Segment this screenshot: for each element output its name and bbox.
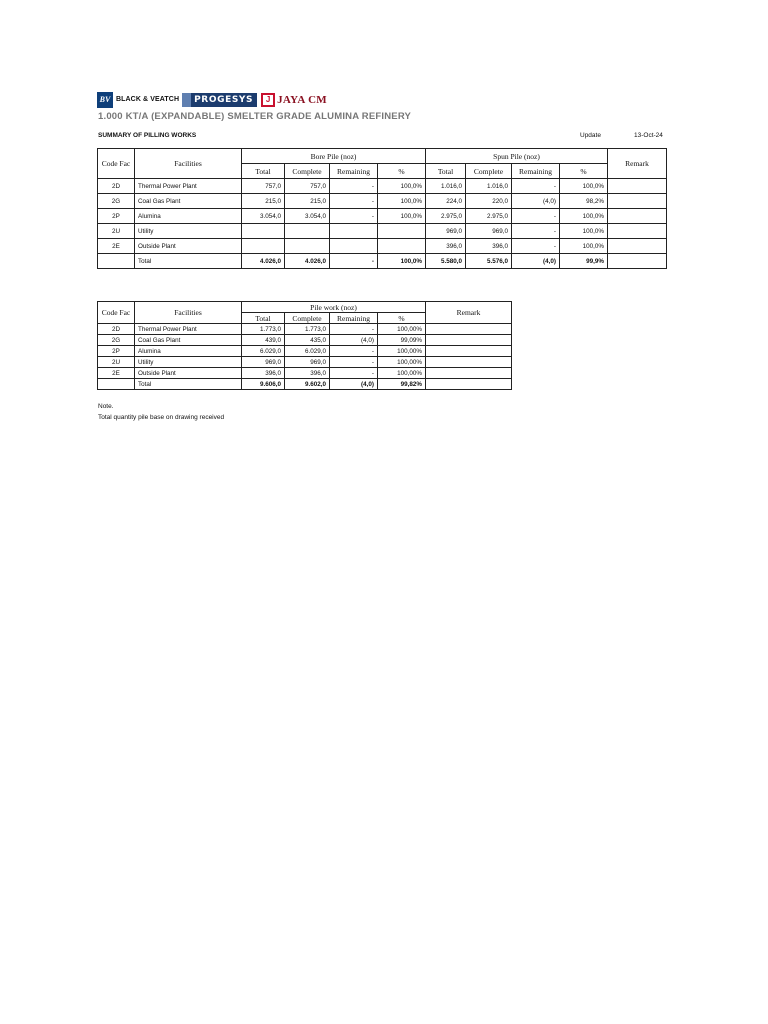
- summary-title: SUMMARY OF PILLING WORKS: [98, 132, 197, 139]
- cell-bore-complete: 3.054,0: [285, 209, 330, 224]
- cell-complete: 396,0: [285, 368, 330, 379]
- cell-remaining: -: [330, 368, 378, 379]
- cell-percent: 99,82%: [378, 379, 426, 390]
- cell-remaining: -: [330, 357, 378, 368]
- cell-spun-total: 224,0: [426, 194, 466, 209]
- cell-complete: 6.029,0: [285, 346, 330, 357]
- jaya-logo-icon: J: [261, 93, 275, 107]
- header-facilities: Facilities: [135, 302, 242, 324]
- table-row: [98, 194, 667, 209]
- cell-bore-complete: [285, 224, 330, 239]
- cell-bore-complete: 4.026,0: [285, 254, 330, 269]
- cell-spun-remaining: -: [512, 209, 560, 224]
- black-veatch-name: BLACK & VEATCH: [116, 96, 180, 103]
- cell-bore-total: [242, 239, 285, 254]
- cell-facility: Utility: [135, 224, 242, 239]
- cell-bore-complete: 215,0: [285, 194, 330, 209]
- total-row: [98, 254, 667, 269]
- cell-bore-complete: [285, 239, 330, 254]
- cell-facility: Coal Gas Plant: [135, 194, 242, 209]
- cell-bore-percent: 100,0%: [378, 194, 426, 209]
- cell-remark: [426, 368, 512, 379]
- cell-bore-percent: [378, 224, 426, 239]
- header-bore-complete: Complete: [285, 164, 330, 179]
- cell-bore-total: [242, 224, 285, 239]
- header-facilities: Facilities: [135, 149, 242, 179]
- header-logos: [97, 91, 327, 108]
- header-spun-complete: Complete: [466, 164, 512, 179]
- cell-facility: Utility: [135, 357, 242, 368]
- cell-spun-complete: 220,0: [466, 194, 512, 209]
- cell-complete: 1.773,0: [285, 324, 330, 335]
- note-text: Total quantity pile base on drawing received: [98, 414, 225, 421]
- cell-remark: [426, 379, 512, 390]
- table-row: [98, 357, 512, 368]
- note-label: Note.: [98, 403, 114, 410]
- progesys-logo: [182, 93, 257, 107]
- cell-spun-remaining: (4,0): [512, 194, 560, 209]
- table-row: [98, 346, 512, 357]
- header-bore-percent: %: [378, 164, 426, 179]
- cell-total: 396,0: [242, 368, 285, 379]
- header-remark: Remark: [426, 302, 512, 324]
- cell-facility: Thermal Power Plant: [135, 179, 242, 194]
- cell-facility: Outside Plant: [135, 239, 242, 254]
- cell-code: 2G: [98, 335, 135, 346]
- header-remark: Remark: [608, 149, 667, 179]
- header-spun-pile: Spun Pile (noz): [426, 149, 608, 164]
- cell-bore-total: 4.026,0: [242, 254, 285, 269]
- header-spun-percent: %: [560, 164, 608, 179]
- cell-remark: [426, 335, 512, 346]
- cell-spun-percent: 100,0%: [560, 239, 608, 254]
- cell-complete: 9.602,0: [285, 379, 330, 390]
- cell-bore-remaining: -: [330, 194, 378, 209]
- cell-bore-total: 215,0: [242, 194, 285, 209]
- update-date: 13-Oct-24: [634, 132, 663, 139]
- progesys-mark-icon: [182, 93, 191, 107]
- cell-bore-remaining: [330, 239, 378, 254]
- cell-remaining: (4,0): [330, 335, 378, 346]
- cell-spun-complete: 1.016,0: [466, 179, 512, 194]
- cell-bore-remaining: -: [330, 179, 378, 194]
- header-complete: Complete: [285, 313, 330, 324]
- bore-spun-pile-table: [97, 148, 667, 269]
- progesys-name: PROGESYS: [194, 94, 254, 105]
- cell-remark: [608, 224, 667, 239]
- cell-code: 2E: [98, 239, 135, 254]
- project-title: 1.000 KT/A (EXPANDABLE) SMELTER GRADE ALUMINA REFINERY: [98, 111, 412, 122]
- cell-facility: Outside Plant: [135, 368, 242, 379]
- cell-code: 2P: [98, 209, 135, 224]
- cell-spun-percent: 100,0%: [560, 224, 608, 239]
- cell-bore-percent: 100,0%: [378, 209, 426, 224]
- table-row: [98, 224, 667, 239]
- total-row: [98, 379, 512, 390]
- table-row: [98, 368, 512, 379]
- pile-work-table: [97, 301, 512, 390]
- cell-percent: 100,00%: [378, 357, 426, 368]
- cell-spun-percent: 100,0%: [560, 209, 608, 224]
- cell-spun-complete: 5.576,0: [466, 254, 512, 269]
- cell-complete: 435,0: [285, 335, 330, 346]
- table-row: [98, 239, 667, 254]
- header-bore-total: Total: [242, 164, 285, 179]
- cell-bore-percent: 100,0%: [378, 179, 426, 194]
- cell-spun-remaining: -: [512, 224, 560, 239]
- cell-bore-percent: [378, 239, 426, 254]
- cell-code: 2E: [98, 368, 135, 379]
- header-bore-pile: Bore Pile (noz): [242, 149, 426, 164]
- cell-total: 9.606,0: [242, 379, 285, 390]
- cell-spun-complete: 969,0: [466, 224, 512, 239]
- cell-total: 439,0: [242, 335, 285, 346]
- cell-facility: Alumina: [135, 209, 242, 224]
- cell-spun-complete: 2.975,0: [466, 209, 512, 224]
- header-code-fac: Code Fac: [98, 302, 135, 324]
- cell-total: 1.773,0: [242, 324, 285, 335]
- cell-bore-total: 757,0: [242, 179, 285, 194]
- cell-spun-total: 5.580,0: [426, 254, 466, 269]
- cell-total: 6.029,0: [242, 346, 285, 357]
- cell-total-label: Total: [135, 379, 242, 390]
- cell-code: 2D: [98, 324, 135, 335]
- cell-remark: [426, 324, 512, 335]
- header-percent: %: [378, 313, 426, 324]
- cell-spun-complete: 396,0: [466, 239, 512, 254]
- table-row: [98, 209, 667, 224]
- cell-remaining: -: [330, 346, 378, 357]
- cell-total: 969,0: [242, 357, 285, 368]
- jaya-name: JAYA CM: [277, 93, 327, 106]
- cell-percent: 99,09%: [378, 335, 426, 346]
- cell-code: 2U: [98, 224, 135, 239]
- cell-spun-total: 396,0: [426, 239, 466, 254]
- cell-code: [98, 254, 135, 269]
- cell-bore-remaining: -: [330, 254, 378, 269]
- cell-facility: Coal Gas Plant: [135, 335, 242, 346]
- cell-code: 2G: [98, 194, 135, 209]
- cell-code: [98, 379, 135, 390]
- cell-facility: Thermal Power Plant: [135, 324, 242, 335]
- cell-spun-percent: 98,2%: [560, 194, 608, 209]
- cell-spun-total: 969,0: [426, 224, 466, 239]
- cell-remark: [608, 179, 667, 194]
- cell-remaining: (4,0): [330, 379, 378, 390]
- header-code-fac: Code Fac: [98, 149, 135, 179]
- cell-code: 2U: [98, 357, 135, 368]
- cell-percent: 100,00%: [378, 346, 426, 357]
- cell-spun-total: 2.975,0: [426, 209, 466, 224]
- cell-remark: [426, 346, 512, 357]
- cell-percent: 100,00%: [378, 324, 426, 335]
- cell-bore-percent: 100,0%: [378, 254, 426, 269]
- cell-remark: [426, 357, 512, 368]
- black-veatch-logo-icon: BV: [97, 92, 113, 108]
- cell-remark: [608, 254, 667, 269]
- table-row: [98, 324, 512, 335]
- cell-remark: [608, 209, 667, 224]
- cell-remark: [608, 239, 667, 254]
- table-row: [98, 179, 667, 194]
- update-label: Update: [580, 132, 601, 139]
- header-remaining: Remaining: [330, 313, 378, 324]
- cell-spun-remaining: -: [512, 239, 560, 254]
- cell-spun-total: 1.016,0: [426, 179, 466, 194]
- header-bore-remaining: Remaining: [330, 164, 378, 179]
- header-total: Total: [242, 313, 285, 324]
- cell-bore-remaining: -: [330, 209, 378, 224]
- header-spun-total: Total: [426, 164, 466, 179]
- cell-bore-total: 3.054,0: [242, 209, 285, 224]
- header-pile-work: Pile work (noz): [242, 302, 426, 313]
- table-row: [98, 335, 512, 346]
- header-spun-remaining: Remaining: [512, 164, 560, 179]
- cell-code: 2D: [98, 179, 135, 194]
- cell-spun-remaining: (4,0): [512, 254, 560, 269]
- cell-remaining: -: [330, 324, 378, 335]
- cell-remark: [608, 194, 667, 209]
- cell-facility: Alumina: [135, 346, 242, 357]
- cell-percent: 100,00%: [378, 368, 426, 379]
- cell-spun-remaining: -: [512, 179, 560, 194]
- cell-spun-percent: 100,0%: [560, 179, 608, 194]
- cell-code: 2P: [98, 346, 135, 357]
- cell-complete: 969,0: [285, 357, 330, 368]
- cell-bore-remaining: [330, 224, 378, 239]
- cell-total-label: Total: [135, 254, 242, 269]
- cell-bore-complete: 757,0: [285, 179, 330, 194]
- cell-spun-percent: 99,9%: [560, 254, 608, 269]
